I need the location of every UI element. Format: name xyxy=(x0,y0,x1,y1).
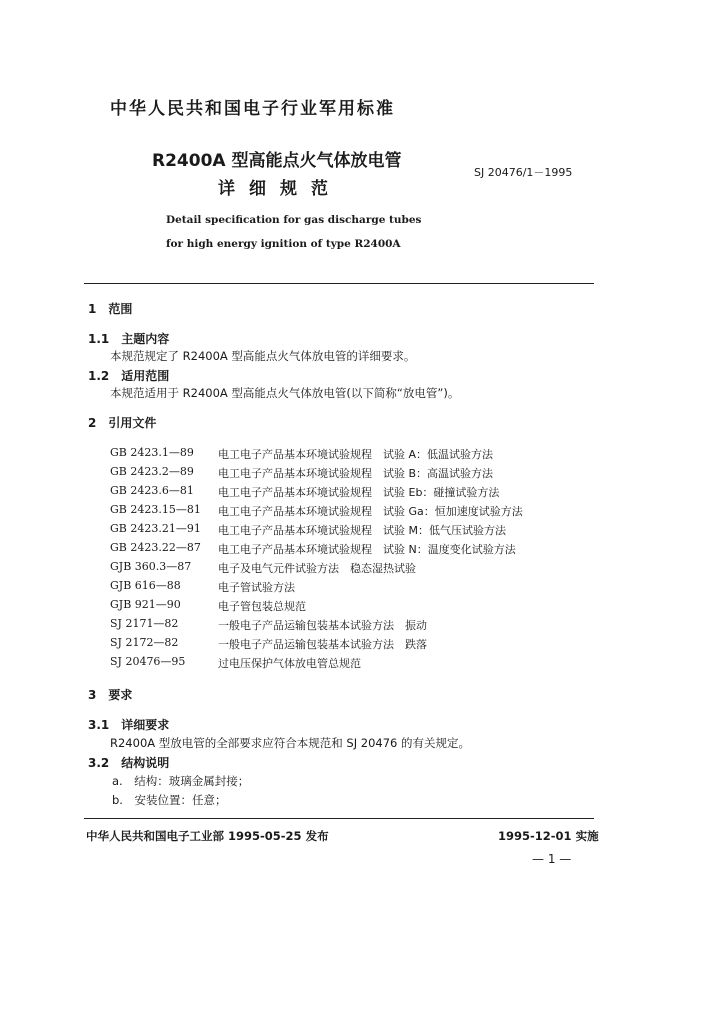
section-3-2-item-b: b. 安装位置：任意； xyxy=(112,793,227,807)
reference-code: GB 2423.6—81 xyxy=(110,484,194,497)
reference-code: GJB 921—90 xyxy=(110,598,181,611)
reference-title: 电工电子产品基本环境试验规程 试验 B：高温试验方法 xyxy=(218,467,494,480)
reference-code: SJ 2172—82 xyxy=(110,636,179,649)
reference-title: 电工电子产品基本环境试验规程 试验 Eb：碰撞试验方法 xyxy=(218,486,500,499)
effective-date: 1995-12-01 实施 xyxy=(498,829,599,843)
org-title: 中华人民共和国电子行业军用标准 xyxy=(110,99,395,119)
reference-title: 电工电子产品基本环境试验规程 试验 M：低气压试验方法 xyxy=(218,524,506,537)
title-en-line2: for high energy ignition of type R2400A xyxy=(166,238,401,250)
section-2-heading: 2 引用文件 xyxy=(88,416,157,430)
reference-title: 电工电子产品基本环境试验规程 试验 N：温度变化试验方法 xyxy=(218,543,516,556)
page-number: — 1 — xyxy=(532,852,572,866)
section-1-heading: 1 范围 xyxy=(88,302,133,316)
reference-title: 一般电子产品运输包装基本试验方法 跌落 xyxy=(218,638,427,651)
reference-code: GB 2423.15—81 xyxy=(110,503,201,516)
reference-code: SJ 2171—82 xyxy=(110,617,179,630)
section-3-2-heading: 3.2 结构说明 xyxy=(88,756,170,770)
reference-title: 电子及电气元件试验方法 稳态湿热试验 xyxy=(218,562,416,575)
section-1-2-text: 本规范适用于 R2400A 型高能点火气体放电管(以下简称“放电管”)。 xyxy=(110,386,460,400)
reference-code: GJB 616—88 xyxy=(110,579,181,592)
issue-statement: 中华人民共和国电子工业部 1995-05-25 发布 xyxy=(86,829,329,843)
std-number: SJ 20476/1－1995 xyxy=(474,166,573,179)
title-cn-line1: R2400A 型高能点火气体放电管 xyxy=(152,151,402,171)
reference-code: GB 2423.22—87 xyxy=(110,541,201,554)
reference-title: 电工电子产品基本环境试验规程 试验 A：低温试验方法 xyxy=(218,448,494,461)
reference-title: 电子管试验方法 xyxy=(218,581,295,594)
reference-code: SJ 20476—95 xyxy=(110,655,186,668)
reference-code: GJB 360.3—87 xyxy=(110,560,192,573)
reference-title: 电子管包装总规范 xyxy=(218,600,306,613)
bottom-rule xyxy=(84,818,594,819)
section-1-1-heading: 1.1 主题内容 xyxy=(88,332,170,346)
section-1-2-heading: 1.2 适用范围 xyxy=(88,369,170,383)
reference-code: GB 2423.21—91 xyxy=(110,522,201,535)
section-3-heading: 3 要求 xyxy=(88,688,133,702)
reference-code: GB 2423.2—89 xyxy=(110,465,194,478)
title-cn-line2: 详细规范 xyxy=(218,179,342,199)
section-1-1-text: 本规范规定了 R2400A 型高能点火气体放电管的详细要求。 xyxy=(110,349,416,363)
reference-code: GB 2423.1—89 xyxy=(110,446,194,459)
reference-title: 电工电子产品基本环境试验规程 试验 Ga：恒加速度试验方法 xyxy=(218,505,523,518)
top-rule xyxy=(84,283,594,284)
section-3-1-heading: 3.1 详细要求 xyxy=(88,718,170,732)
reference-title: 一般电子产品运输包装基本试验方法 振动 xyxy=(218,619,427,632)
section-3-2-item-a: a. 结构：玻璃金属封接； xyxy=(112,774,250,788)
title-en-line1: Detail specification for gas discharge tubes xyxy=(166,214,422,226)
section-3-1-text: R2400A 型放电管的全部要求应符合本规范和 SJ 20476 的有关规定。 xyxy=(110,736,471,750)
reference-title: 过电压保护气体放电管总规范 xyxy=(218,657,361,670)
